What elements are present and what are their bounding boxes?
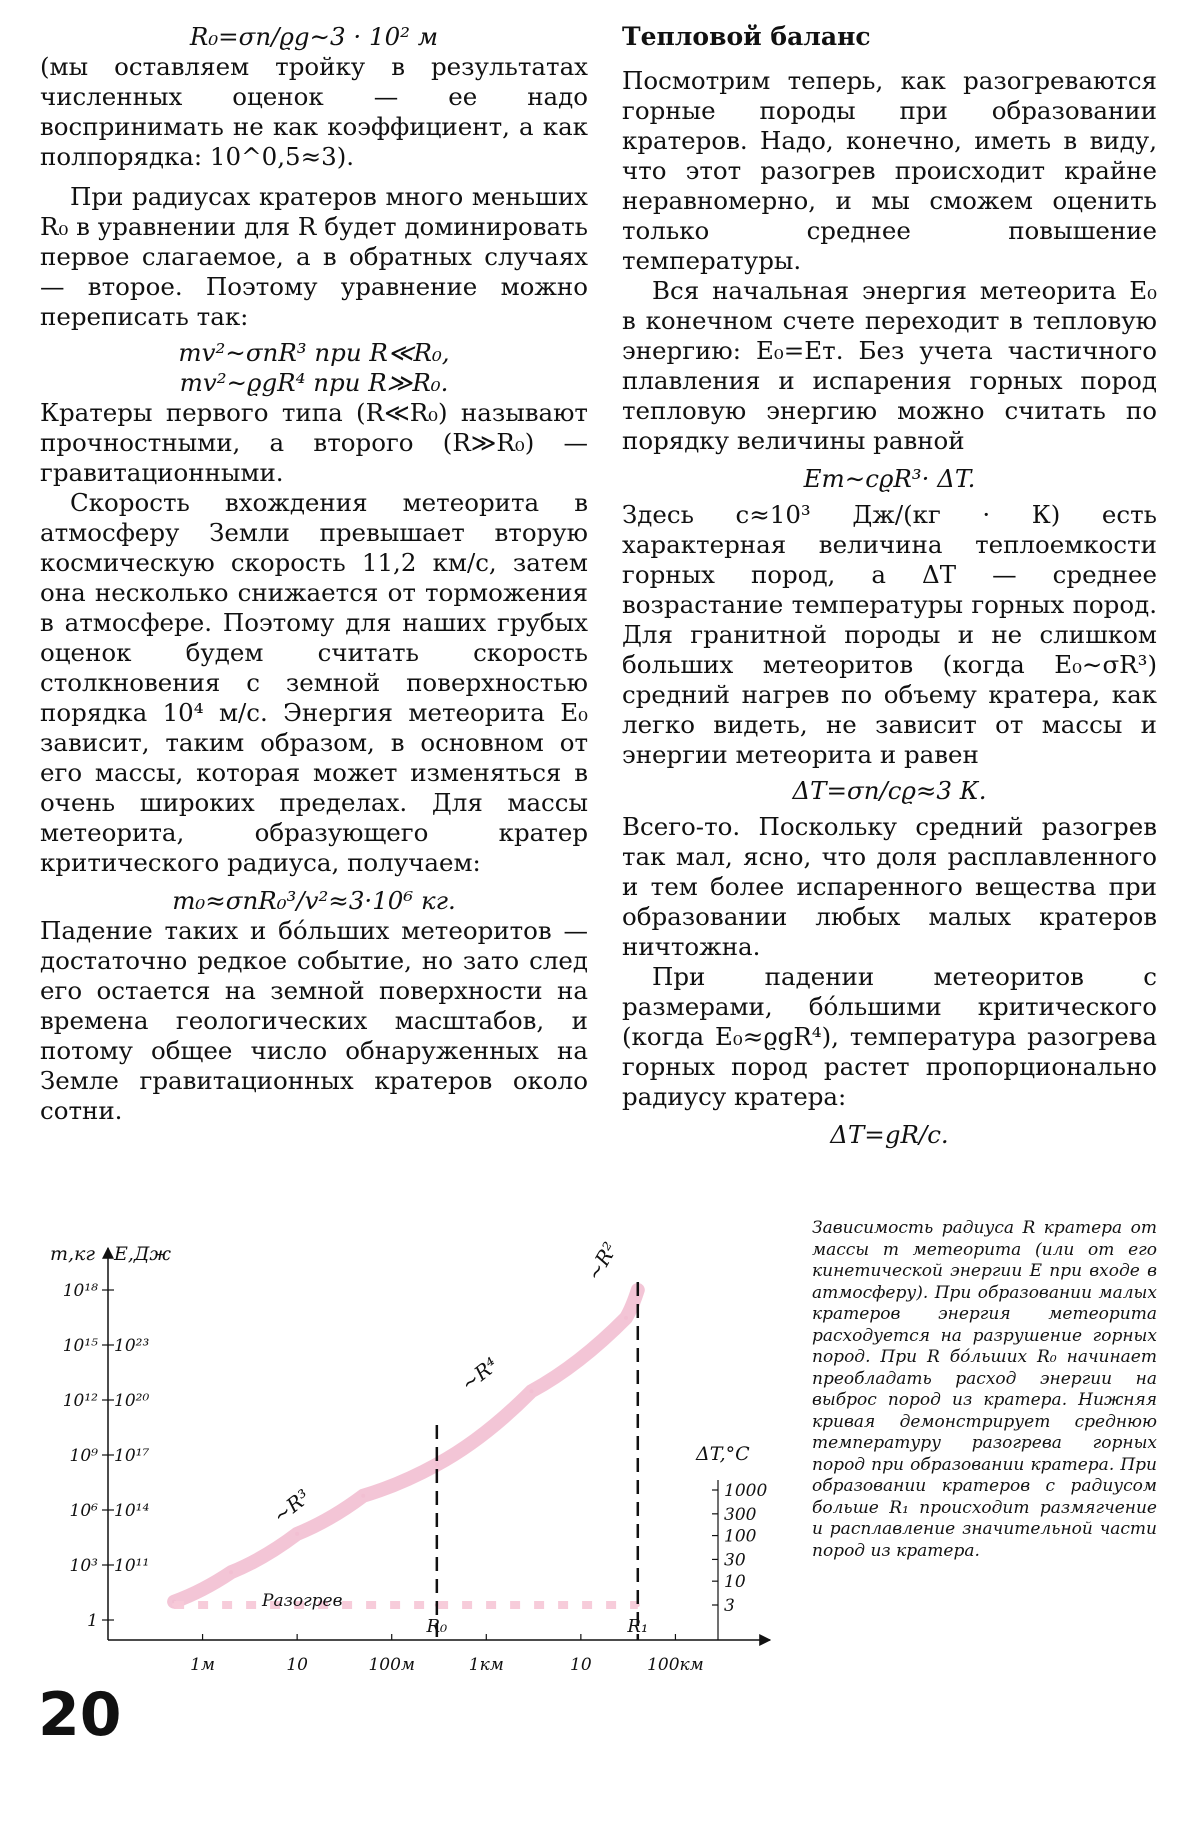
paragraph: Падение таких и бо́льших метеоритов — достаточно редкое событие, но зато след его остается на земной поверхности на времена геологических масштабов, и потому общее число обнаруженных на Земле гравитационных кратеров около сотни. bbox=[40, 916, 588, 1125]
x-tick-label: 10 bbox=[570, 1655, 592, 1675]
formula-dt2: ΔT=gR/c. bbox=[830, 1120, 949, 1149]
formula-dt1: ΔT=σп/cϱ≈3 К. bbox=[792, 776, 987, 805]
left-column bbox=[40, 22, 588, 1126]
y-tick-label-dt: 3 bbox=[724, 1596, 735, 1616]
figure-caption: Зависимость радиуса R кратера от массы m метеорита (или от его кинетической энергии E при входе в атмосферу). При образовании малых кратеров энергия метеорита расходуется на разрушение горных пород. При R бо́льших R₀ начинает преобладать расход энергии на выброс пород из кратера. Нижняя кривая демонстрирует среднюю температуру разогрева горных пород при образовании кратера. При образовании кратеров с радиусом больше R₁ происходит размягчение и расплавление значительной части пород из кратера. bbox=[812, 1218, 1157, 1561]
paragraph: Кратеры первого типа (R≪R₀) называют прочностными, а второго (R≫R₀) — гравитационными. bbox=[40, 398, 588, 487]
curve-label-r4: ∼R⁴ bbox=[456, 1352, 503, 1396]
y-tick-label-energy: 10²³ bbox=[114, 1336, 150, 1356]
heating-label: Разогрев bbox=[262, 1591, 343, 1611]
y-tick-label-mass: 10¹⁵ bbox=[62, 1336, 98, 1356]
y-tick-label-mass: 10³ bbox=[69, 1556, 98, 1576]
y-tick-label-energy: 10¹⁴ bbox=[114, 1501, 150, 1521]
y-tick-label-dt: 300 bbox=[724, 1504, 757, 1525]
mass-curve-layer bbox=[172, 1288, 640, 1604]
y-tick-label-mass: 10⁶ bbox=[69, 1501, 98, 1521]
paragraph: Скорость вхождения метеорита в атмосферу Земли превышает вторую космическую скорость 11,2 км/с, затем она несколько снижается от торможения в атмосфере. Поэтому для наших грубых оценок будем считать скорость столкновения с земной поверхностью порядка 10⁴ м/с. Энергия метеорита E₀ зависит, таким образом, в основном от его массы, которая может изменяться в очень широких пределах. Для массы метеорита, образующего кратер критического радиуса, получаем: bbox=[40, 488, 588, 877]
mass-data-point bbox=[229, 1570, 233, 1574]
formula-small-craters: mv²∼σпR³ при R≪R₀, bbox=[178, 338, 450, 367]
y-axis-label-mass: m,кг bbox=[50, 1243, 96, 1265]
y-tick-label-dt: 1000 bbox=[724, 1481, 768, 1501]
curve-label-r2: ∼R² bbox=[581, 1237, 623, 1285]
paragraph: При радиусах кратеров много меньших R₀ в уравнении для R будет доминировать первое слагаемое, а в обратных случаях — второе. Поэтому уравнение можно переписать так: bbox=[40, 182, 588, 331]
paragraph: При падении метеоритов с размерами, бо́льшими критического (когда E₀≈ϱgR⁴), температура разогрева горных пород растет пропорционально радиусу кратера: bbox=[622, 962, 1157, 1111]
x-tick-label: 1м bbox=[190, 1655, 216, 1675]
y-tick-label-energy: 10¹⁷ bbox=[114, 1446, 150, 1466]
mass-curve-line bbox=[174, 1290, 638, 1602]
mass-data-point bbox=[529, 1389, 533, 1393]
right-column bbox=[622, 22, 1157, 1150]
y-tick-label-dt: 30 bbox=[724, 1550, 746, 1571]
y-tick-label-dt: 100 bbox=[724, 1526, 757, 1547]
paragraph: Посмотрим теперь, как разогреваются горные породы при образовании кратеров. Надо, конечно, иметь в виду, что этот разогрев происходит крайне неравномерно, и мы сможем оценить только среднее повышение температуры. bbox=[622, 66, 1157, 275]
page-number: 20 bbox=[38, 1680, 122, 1750]
mass-data-point bbox=[435, 1463, 439, 1467]
mass-data-point bbox=[295, 1532, 299, 1536]
crater-chart bbox=[0, 1220, 800, 1690]
y-tick-label-mass: 1 bbox=[87, 1611, 98, 1631]
paragraph: Здесь c≈10³ Дж/(кг · К) есть характерная величина теплоемкости горных пород, а ΔT — среднее возрастание температуры горных пород. Для гранитной породы и не слишком больших метеоритов (когда E₀∼σR³) средний нагрев по объему кратера, как легко видеть, не зависит от массы и энергии метеорита и равен bbox=[622, 500, 1157, 769]
curve-label-r3: ∼R³ bbox=[268, 1484, 315, 1528]
y-tick-label-energy: 10²⁰ bbox=[114, 1391, 150, 1411]
heating-curve-layer bbox=[172, 1603, 640, 1607]
y-tick-label-mass: 10¹² bbox=[62, 1391, 98, 1411]
y-axis-label-energy: E,Дж bbox=[114, 1243, 171, 1265]
x-tick-label: 1км bbox=[468, 1655, 504, 1675]
marker-label: R₀ bbox=[426, 1616, 448, 1637]
paragraph: Всего-то. Поскольку средний разогрев так мал, ясно, что доля расплавленного и тем более испаренного вещества при образовании любых малых кратеров ничтожна. bbox=[622, 812, 1157, 961]
y-tick-label-mass: 10¹⁸ bbox=[62, 1281, 98, 1301]
paragraph: Вся начальная энергия метеорита E₀ в конечном счете переходит в тепловую энергию: E₀=Eт. Без учета частичного плавления и испарения горных пород тепловую энергию можно считать по порядку величины равной bbox=[622, 276, 1157, 455]
y-axis-label-dt: ΔT,°C bbox=[696, 1443, 750, 1465]
heating-data-point bbox=[172, 1603, 176, 1607]
mass-data-point bbox=[624, 1316, 628, 1320]
formula-m0: m₀≈σпR₀³/v²≈3·10⁶ кг. bbox=[172, 886, 456, 915]
x-tick-label: 10 bbox=[286, 1655, 308, 1675]
section-heading: Тепловой баланс bbox=[622, 22, 871, 51]
y-tick-label-mass: 10⁹ bbox=[69, 1446, 98, 1466]
x-tick-label: 100км bbox=[647, 1655, 704, 1675]
mass-data-point bbox=[361, 1494, 365, 1498]
x-tick-label: 100м bbox=[368, 1655, 415, 1675]
y-tick-label-energy: 10¹¹ bbox=[114, 1556, 150, 1576]
formula-et: Eт∼cϱR³· ΔT. bbox=[803, 464, 976, 493]
formula-large-craters: mv²∼ϱgR⁴ при R≫R₀. bbox=[179, 368, 449, 397]
marker-label: R₁ bbox=[627, 1616, 649, 1637]
formula-r0: R₀=σп/ϱg∼3 · 10² м bbox=[189, 22, 439, 51]
y-tick-label-dt: 10 bbox=[724, 1572, 746, 1593]
paragraph: (мы оставляем тройку в результатах численных оценок — ее надо воспринимать не как коэффициент, а как полпорядка: 10^0,5≈3). bbox=[40, 52, 588, 171]
